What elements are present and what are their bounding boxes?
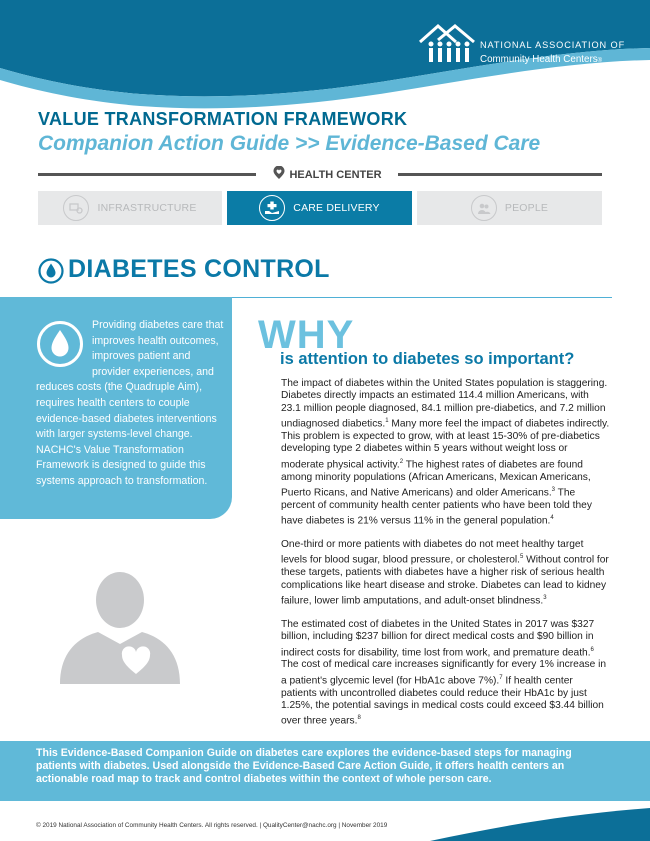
footnote-ref: 8 <box>357 715 361 722</box>
footnote-ref: 6 <box>590 646 594 653</box>
paragraph-targets <box>281 539 611 608</box>
p1-text-c: The highest rates of diabetes are found among minority populations (African Americans, Mexican Americans, Puerto Ricans, and Native Americans) and older Americans. <box>281 459 591 499</box>
footer-copyright: © 2019 National Association of Community Health Centers. All rights reserved. | QualityCenter@nachc.org | November 2019 <box>36 822 388 829</box>
tab-infrastructure-label: INFRASTRUCTURE <box>97 202 197 214</box>
tab-people-label: PEOPLE <box>504 202 549 214</box>
p3-text-b: The cost of medical care increases significantly for every 1% increase in a patient's glycemic level (for HbA1c above 7%). <box>281 659 607 687</box>
p1-text-b: Many more feel the impact of diabetes indirectly. This problem is expected to grow, with at least 15-30% of pre-diabetics developing type 2 diabetes within 5 years without weight loss or moderate physical activity. <box>281 418 610 471</box>
p2-text-b: Without control for these targets, patients with diabetes have a higher risk of serious health complications like heart disease and stroke. Diabetes can lead to kidney failure, lower limb amputations, and adult-onset blindness. <box>281 554 609 607</box>
footnote-ref: 3 <box>551 487 556 494</box>
paragraph-impact <box>281 378 611 528</box>
org-name-line1: NATIONAL ASSOCIATION OF <box>480 40 626 50</box>
org-name-line2 <box>480 54 625 67</box>
drop-icon <box>38 258 64 284</box>
location-heart-icon <box>272 166 286 180</box>
sidebar-text: Providing diabetes care that improves health outcomes, improves patient and provider experiences, and reduces costs (the Quadruple Aim), requires health centers to couple evidence-based diabetes interventions with larger systems-level change. NACHC's Value Transformation Framework is designed to guide this systems approach to transformation. <box>36 319 224 487</box>
p3-text-c: If health center patients with uncontrolled diabetes could reduce their HbA1c by just 1.25%, the potential savings in medical costs could exceed $3.44 billion over three years. <box>281 675 604 727</box>
footnote-ref: 1 <box>385 418 389 425</box>
tab-care-delivery-label: CARE DELIVERY <box>293 202 380 214</box>
houses-with-people-icon <box>418 22 476 66</box>
guide-subtitle: Companion Action Guide >> Evidence-Based Care <box>38 132 541 155</box>
footnote-ref: 3 <box>543 595 547 602</box>
why-subheading: is attention to diabetes so important? <box>280 350 575 368</box>
paragraph-cost <box>281 619 611 728</box>
p1-text-d: The percent of community health center patients who have been told they have diabetes is 21% versus 11% in the general population. <box>281 487 592 527</box>
drop-circle-icon <box>36 320 84 368</box>
nachc-logo[interactable] <box>418 22 638 66</box>
footnote-ref: 2 <box>399 458 404 465</box>
p2-text-a: One-third or more patients with diabetes do not meet healthy target levels for blood sugar, blood pressure, or cholesterol. <box>281 539 584 566</box>
framework-title: VALUE TRANSFORMATION FRAMEWORK <box>38 109 408 129</box>
footnote-ref: 5 <box>519 554 524 561</box>
org-name <box>480 39 625 67</box>
tab-infrastructure[interactable] <box>38 191 222 225</box>
divider-right <box>398 173 602 176</box>
why-heading: WHY <box>258 313 355 357</box>
body-text <box>281 378 611 739</box>
summary-text: This Evidence-Based Companion Guide on diabetes care explores the evidence-based steps for managing patients with diabetes. Used alongside the Evidence-Based Care Action Guide, it offers health centers an actionable road map to track and control diabetes within the context of whole person care. <box>36 747 572 785</box>
footnote-ref: 7 <box>499 674 503 681</box>
org-name-line2-text: Community Health Centers <box>480 54 598 65</box>
people-icon <box>471 195 497 221</box>
health-center-label <box>262 166 392 181</box>
section-title: DIABETES CONTROL <box>68 255 330 283</box>
health-center-text: HEALTH CENTER <box>289 169 382 181</box>
tab-care-delivery[interactable] <box>227 191 412 225</box>
infrastructure-icon <box>63 195 89 221</box>
footnote-ref: 4 <box>550 515 554 522</box>
person-heart-icon <box>58 566 182 686</box>
sidebar-text-block <box>36 318 226 490</box>
p1-text-a: The impact of diabetes within the United States population is staggering. Diabetes directly impacts an estimated 114.4 million Americans, with 23.1 million people diagnosed, 84.1 million pre-diabetics, and 7.2 million undiagnosed diabetics. <box>281 378 608 430</box>
divider-left <box>38 173 256 176</box>
registered-mark: ® <box>597 58 603 64</box>
tab-people[interactable] <box>417 191 602 225</box>
footer-swoosh <box>0 800 650 841</box>
care-delivery-icon <box>259 195 285 221</box>
section-rule <box>232 297 612 298</box>
p3-text-a: The estimated cost of diabetes in the United States in 2017 was $327 billion, including $237 billion for direct medical costs and $90 billion in indirect costs for disability, time lost from work, and premature death. <box>281 618 595 659</box>
